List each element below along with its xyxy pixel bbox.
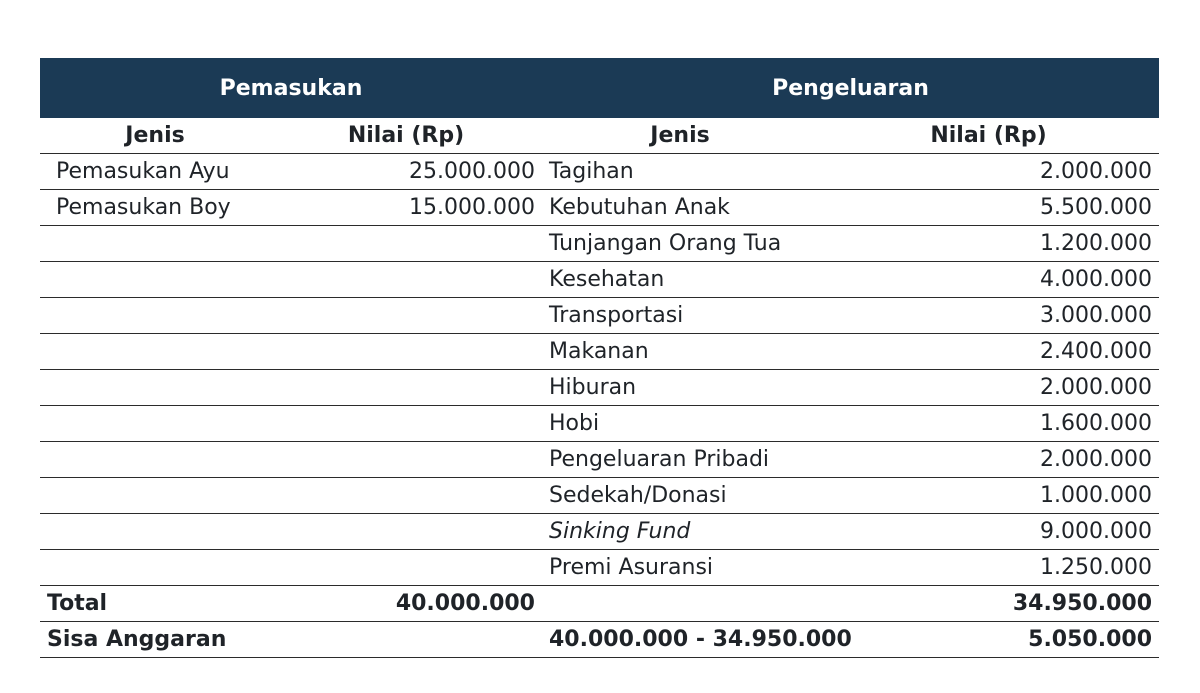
total-label: Total [40, 586, 270, 622]
table-row [40, 298, 1159, 334]
income-type-cell [40, 298, 270, 334]
sisa-row [40, 622, 1159, 658]
expense-value-cell: 5.500.000 [818, 190, 1159, 226]
income-value-cell [270, 262, 542, 298]
table-row [40, 442, 1159, 478]
income-type-cell [40, 406, 270, 442]
table-body [40, 154, 1159, 586]
table-row [40, 334, 1159, 370]
section-header-row [40, 58, 1159, 118]
expense-type-cell: Tagihan [542, 154, 818, 190]
expense-value-cell: 9.000.000 [818, 514, 1159, 550]
expense-value-cell: 1.250.000 [818, 550, 1159, 586]
income-type-cell: Pemasukan Boy [40, 190, 270, 226]
income-value-cell [270, 406, 542, 442]
expense-type-cell: Kebutuhan Anak [542, 190, 818, 226]
table-row [40, 370, 1159, 406]
table-row [40, 226, 1159, 262]
income-value-cell [270, 478, 542, 514]
income-type-header: Jenis [40, 118, 270, 154]
total-expense: 34.950.000 [818, 586, 1159, 622]
expense-value-cell: 1.000.000 [818, 478, 1159, 514]
income-type-cell [40, 550, 270, 586]
expense-value-cell: 2.000.000 [818, 154, 1159, 190]
expense-value-cell: 1.200.000 [818, 226, 1159, 262]
expense-type-cell: Hobi [542, 406, 818, 442]
income-type-cell [40, 514, 270, 550]
income-type-cell [40, 262, 270, 298]
total-row [40, 586, 1159, 622]
expense-type-cell: Hiburan [542, 370, 818, 406]
expense-type-cell: Transportasi [542, 298, 818, 334]
expense-value-cell: 1.600.000 [818, 406, 1159, 442]
income-type-cell: Pemasukan Ayu [40, 154, 270, 190]
expense-value-header: Nilai (Rp) [818, 118, 1159, 154]
table-row [40, 514, 1159, 550]
column-header-row [40, 118, 1159, 154]
expense-value-cell: 2.000.000 [818, 370, 1159, 406]
expense-value-cell: 4.000.000 [818, 262, 1159, 298]
expense-type-cell: Sedekah/Donasi [542, 478, 818, 514]
income-value-cell: 25.000.000 [270, 154, 542, 190]
income-value-header: Nilai (Rp) [270, 118, 542, 154]
expense-type-cell: Makanan [542, 334, 818, 370]
table-row [40, 262, 1159, 298]
expense-type-cell: Kesehatan [542, 262, 818, 298]
income-value-cell [270, 550, 542, 586]
income-value-cell: 15.000.000 [270, 190, 542, 226]
sisa-formula: 40.000.000 - 34.950.000 [542, 622, 818, 658]
income-type-cell [40, 226, 270, 262]
table-row [40, 478, 1159, 514]
income-value-cell [270, 370, 542, 406]
expense-value-cell: 2.000.000 [818, 442, 1159, 478]
income-value-cell [270, 226, 542, 262]
expense-type-cell: Pengeluaran Pribadi [542, 442, 818, 478]
expense-value-cell: 3.000.000 [818, 298, 1159, 334]
table-row [40, 550, 1159, 586]
table-row [40, 190, 1159, 226]
income-type-cell [40, 442, 270, 478]
budget-table [40, 58, 1159, 658]
expense-type-cell: Tunjangan Orang Tua [542, 226, 818, 262]
sisa-value: 5.050.000 [818, 622, 1159, 658]
expense-value-cell: 2.400.000 [818, 334, 1159, 370]
table-row [40, 406, 1159, 442]
table-row [40, 154, 1159, 190]
expense-type-header: Jenis [542, 118, 818, 154]
income-value-cell [270, 334, 542, 370]
total-income: 40.000.000 [270, 586, 542, 622]
income-type-cell [40, 370, 270, 406]
expense-type-cell: Sinking Fund [542, 514, 818, 550]
sisa-label: Sisa Anggaran [40, 622, 542, 658]
expense-type-cell: Premi Asuransi [542, 550, 818, 586]
income-type-cell [40, 334, 270, 370]
total-empty-cell [542, 586, 818, 622]
income-value-cell [270, 442, 542, 478]
income-header: Pemasukan [40, 58, 542, 118]
expense-header: Pengeluaran [542, 58, 1159, 118]
income-value-cell [270, 298, 542, 334]
income-type-cell [40, 478, 270, 514]
income-value-cell [270, 514, 542, 550]
